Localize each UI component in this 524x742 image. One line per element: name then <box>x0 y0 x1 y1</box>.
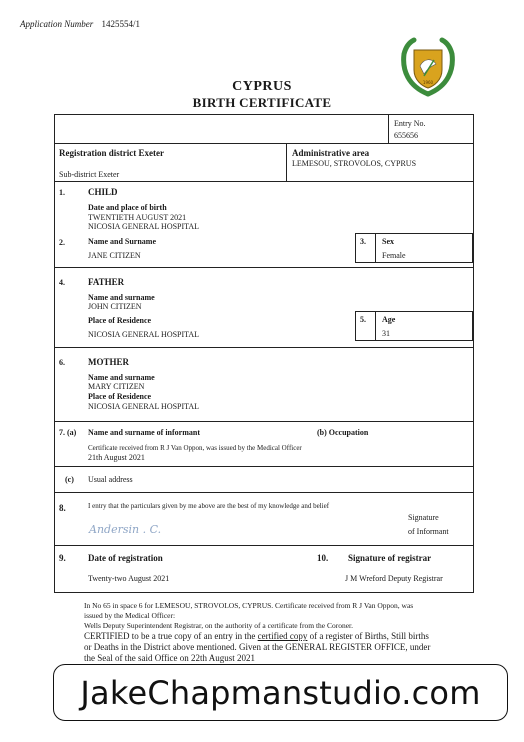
child-name-label: Name and Surname <box>88 237 157 246</box>
sub-district: Sub-district Exeter <box>59 170 120 179</box>
father-heading: FATHER <box>88 277 125 287</box>
informant-text: Certificate received from R J Van Oppon, was issued by the Medical Officer <box>88 444 302 452</box>
age-box <box>355 311 473 341</box>
row-divider <box>55 143 473 144</box>
child-name-value: JANE CITIZEN <box>88 251 141 260</box>
mother-name-value: MARY CITIZEN <box>88 382 145 391</box>
birth-place-value: NICOSIA GENERAL HOSPITAL <box>88 222 200 231</box>
footnote-line: issued by the Medical Officer: <box>84 611 176 620</box>
admin-area-value: LEMESOU, STROVOLOS, CYPRUS <box>292 159 417 168</box>
mother-number: 6. <box>59 358 65 367</box>
sex-value: Female <box>382 251 406 260</box>
sex-divider <box>375 234 376 262</box>
footnote-line: In No 65 in space 6 for LEMESOU, STROVOLOS, CYPRUS. Certificate received from R J Van Oppon, was <box>84 601 414 610</box>
age-divider <box>375 312 376 340</box>
application-number-label: Application Number <box>20 19 94 29</box>
certificate-table <box>54 114 474 593</box>
application-number-value: 1425554/1 <box>101 19 141 29</box>
entry-number: 655656 <box>394 131 418 140</box>
mother-name-label: Name and surname <box>88 373 155 382</box>
informant-signature: Andersin . C. <box>89 523 162 536</box>
child-name-number: 2. <box>59 238 65 247</box>
certification-line: the Seal of the said Office on 22th August 2021 <box>84 653 256 663</box>
watermark-banner <box>53 664 508 721</box>
mother-heading: MOTHER <box>88 357 130 367</box>
registrar-signature-value: J M Wreford Deputy Registrar <box>345 574 443 583</box>
watermark-text: JakeChapmanstudio.com <box>80 673 481 712</box>
district-divider <box>286 143 287 181</box>
row-divider <box>55 545 473 546</box>
certified-copy-text: certified copy <box>257 631 308 641</box>
certificate-title: BIRTH CERTIFICATE <box>192 95 332 110</box>
application-number <box>20 19 140 29</box>
registration-district: Registration district Exeter <box>59 148 164 158</box>
informant-date: 21th August 2021 <box>88 453 145 462</box>
registrar-signature-label: Signature of registrar <box>348 553 432 563</box>
mother-residence-label: Place of Residence <box>88 392 152 401</box>
entry-divider <box>388 115 389 143</box>
father-residence-label: Place of Residence <box>88 316 152 325</box>
row-divider <box>55 267 473 268</box>
row-divider <box>55 466 473 467</box>
child-heading: CHILD <box>88 187 118 197</box>
signature-label: Signature <box>408 513 439 522</box>
age-label: Age <box>382 315 396 324</box>
father-name-value: JOHN CITIZEN <box>88 302 142 311</box>
father-residence-value: NICOSIA GENERAL HOSPITAL <box>88 330 200 339</box>
occupation-label: (b) Occupation <box>317 428 369 437</box>
footnote <box>84 601 468 631</box>
informant-label: Name and surname of informant <box>88 428 200 437</box>
dob-value: TWENTIETH AUGUST 2021 <box>88 213 187 222</box>
sex-box <box>355 233 473 263</box>
father-name-label: Name and surname <box>88 293 155 302</box>
admin-area-label: Administrative area <box>292 148 370 158</box>
country-title: CYPRUS <box>232 79 292 94</box>
usual-address-number: (c) <box>65 475 74 484</box>
dob-label: Date and place of birth <box>88 203 167 212</box>
signature-of-informant-label: of Informant <box>408 527 449 536</box>
father-number: 4. <box>59 278 65 287</box>
informant-number: 7. (a) <box>59 428 77 437</box>
registrar-signature-number: 10. <box>317 553 329 563</box>
sex-label: Sex <box>382 237 394 246</box>
row-divider <box>55 181 473 182</box>
certification-line: CERTIFIED to be a true copy of an entry in the certified copy of a register of Births, Still births <box>84 631 429 641</box>
registration-date-value: Twenty-two August 2021 <box>88 574 170 583</box>
mother-residence-value: NICOSIA GENERAL HOSPITAL <box>88 402 200 411</box>
child-number: 1. <box>59 188 65 197</box>
age-number: 5. <box>360 315 366 324</box>
declaration-number: 8. <box>59 503 66 513</box>
declaration-text: I entry that the particulars given by me above are the best of my knowledge and belief <box>88 502 330 510</box>
entry-label: Entry No. <box>394 119 426 128</box>
row-divider <box>55 492 473 493</box>
row-divider <box>55 421 473 422</box>
footnote-line: Wells Deputy Superintendent Registrar, on the authority of a certificate from the Coroner. <box>84 621 354 630</box>
age-value: 31 <box>382 329 390 338</box>
svg-text:1960: 1960 <box>422 80 434 85</box>
usual-address-label: Usual address <box>88 475 133 484</box>
registration-date-label: Date of registration <box>88 553 163 563</box>
row-divider <box>55 347 473 348</box>
registration-date-number: 9. <box>59 553 66 563</box>
sex-number: 3. <box>360 237 366 246</box>
certification-line: or Deaths in the District above mentioned. Given at the GENERAL REGISTER OFFICE, under <box>84 642 431 652</box>
certification-statement <box>84 631 468 664</box>
